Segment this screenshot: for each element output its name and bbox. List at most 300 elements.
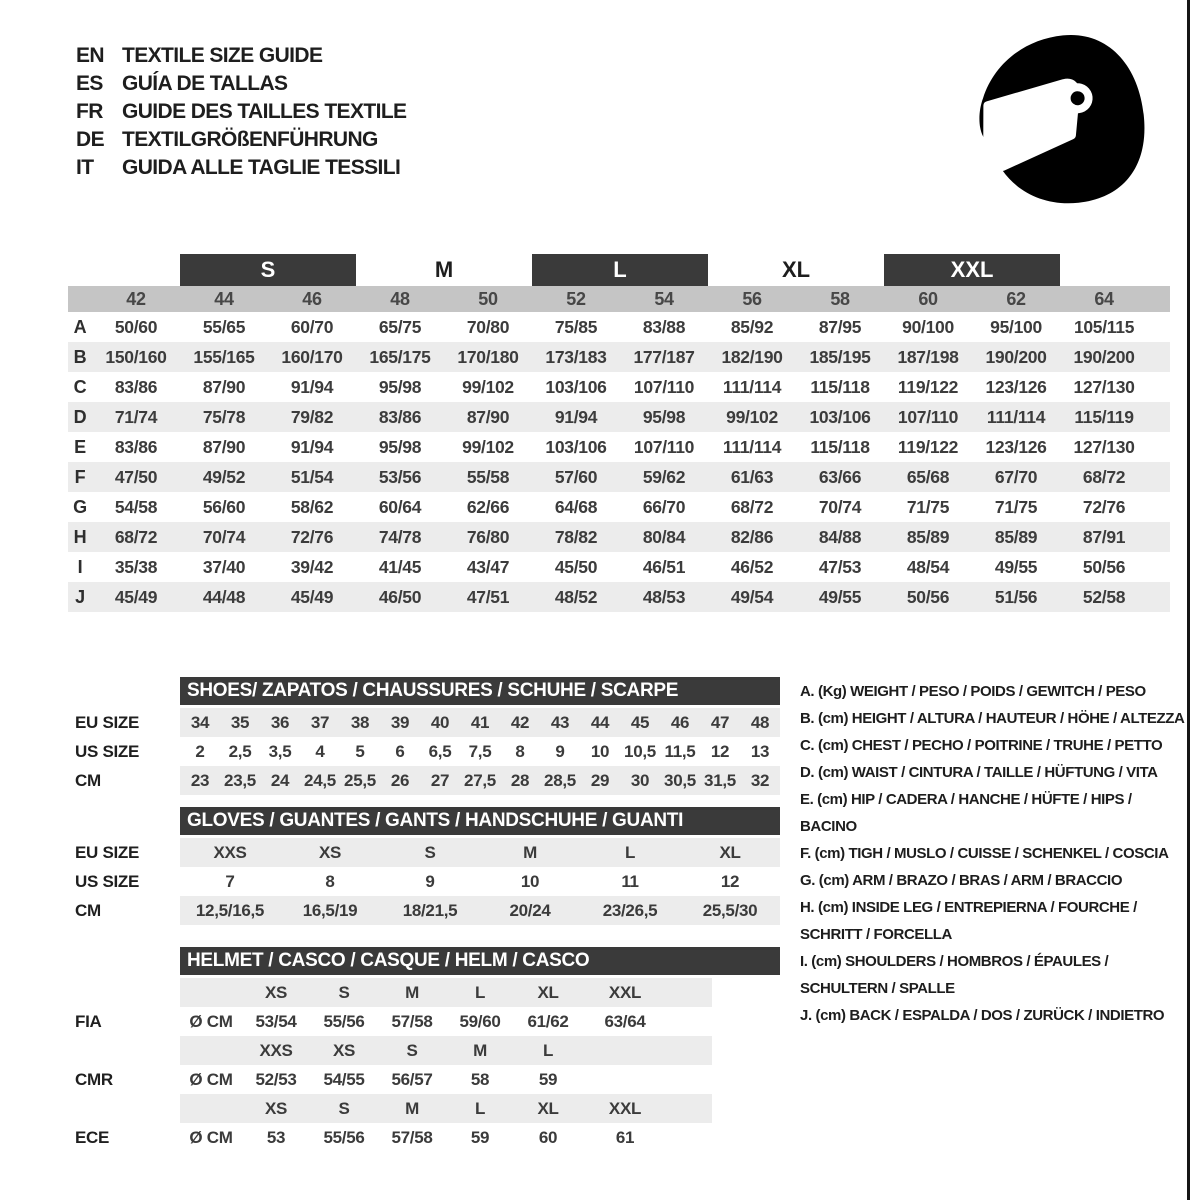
spacer-cell bbox=[1148, 312, 1170, 342]
measurement-value: 95/98 bbox=[378, 376, 422, 397]
row-letter: H bbox=[73, 526, 87, 547]
measurement-value: 50/56 bbox=[906, 586, 950, 607]
spacer-cell bbox=[1148, 402, 1170, 432]
textile-size-grid bbox=[68, 253, 1170, 612]
measurement-row bbox=[68, 462, 1170, 492]
size-value: L bbox=[580, 838, 680, 867]
size-value: 53 bbox=[266, 1127, 286, 1147]
numeric-size: 50 bbox=[478, 288, 498, 309]
size-value: Ø CM bbox=[189, 1069, 233, 1089]
size-value: 30 bbox=[620, 766, 660, 795]
spacer-cell bbox=[1148, 286, 1170, 312]
measurement-value: 45/49 bbox=[114, 586, 158, 607]
size-value: 46 bbox=[660, 708, 700, 737]
measurement-value: 160/170 bbox=[281, 346, 343, 367]
measurement-value: 103/106 bbox=[545, 376, 607, 397]
corner-cell bbox=[68, 253, 92, 286]
legend-item: I. (cm) SHOULDERS / HOMBROS / ÉPAULES / SCHULTERN / SPALLE bbox=[800, 953, 1109, 997]
measurement-value: 95/100 bbox=[990, 316, 1042, 337]
measurement-value: 173/183 bbox=[545, 346, 607, 367]
measurement-legend bbox=[800, 678, 1192, 1029]
size-value: 23 bbox=[180, 766, 220, 795]
size-value: XXL bbox=[582, 978, 668, 1007]
measurement-value: 55/65 bbox=[202, 316, 246, 337]
measurement-value: 91/94 bbox=[290, 436, 334, 457]
row-label bbox=[68, 978, 180, 1007]
measurement-value: 115/119 bbox=[1074, 406, 1134, 427]
row-letter: F bbox=[74, 466, 86, 487]
size-value: M bbox=[480, 838, 580, 867]
size-value: 29 bbox=[580, 766, 620, 795]
size-value: 43 bbox=[540, 708, 580, 737]
measurement-value: 51/56 bbox=[994, 586, 1038, 607]
size-value: 59/60 bbox=[459, 1011, 501, 1031]
measurement-value: 49/54 bbox=[730, 586, 774, 607]
measurement-value: 127/130 bbox=[1073, 376, 1135, 397]
size-value: 55/56 bbox=[323, 1011, 365, 1031]
size-value: 55/56 bbox=[323, 1127, 365, 1147]
spacer-cell bbox=[1148, 432, 1170, 462]
measurement-value: 103/106 bbox=[545, 436, 607, 457]
size-value: 52/53 bbox=[255, 1069, 297, 1089]
size-value: 54/55 bbox=[323, 1069, 365, 1089]
size-value: 11 bbox=[621, 871, 639, 891]
size-value: 53/54 bbox=[255, 1011, 297, 1031]
measurement-value: 119/122 bbox=[897, 376, 959, 397]
size-value: 34 bbox=[180, 708, 220, 737]
measurement-value: 115/118 bbox=[810, 376, 870, 397]
helmet-icon bbox=[976, 32, 1148, 208]
measurement-value: 44/48 bbox=[202, 586, 246, 607]
textile-size-table bbox=[68, 253, 1170, 612]
size-value: XL bbox=[514, 978, 582, 1007]
measurement-value: 74/78 bbox=[378, 526, 422, 547]
measurement-value: 48/54 bbox=[906, 556, 950, 577]
size-value: XL bbox=[514, 1094, 582, 1123]
size-group-row bbox=[68, 253, 1170, 286]
measurement-value: 123/126 bbox=[985, 436, 1047, 457]
size-group-label: XL bbox=[781, 256, 811, 282]
size-group-label: S bbox=[180, 254, 356, 286]
gloves-size-table bbox=[68, 807, 780, 925]
shoes-table-header: SHOES/ ZAPATOS / CHAUSSURES / SCHUHE / SCARPE bbox=[180, 677, 780, 705]
row-letter: D bbox=[73, 406, 87, 427]
numeric-size: 44 bbox=[214, 288, 234, 309]
measurement-value: 75/78 bbox=[202, 406, 246, 427]
row-label: US SIZE bbox=[75, 871, 140, 891]
measurement-value: 70/74 bbox=[202, 526, 246, 547]
measurement-value: 150/160 bbox=[105, 346, 167, 367]
measurement-value: 64/68 bbox=[554, 496, 598, 517]
size-value: 8 bbox=[325, 871, 335, 891]
measurement-value: 55/58 bbox=[466, 466, 510, 487]
size-value: 27,5 bbox=[460, 766, 500, 795]
size-value: 5 bbox=[355, 741, 365, 761]
language-row bbox=[76, 126, 406, 154]
size-value: M bbox=[378, 978, 446, 1007]
size-group-cell bbox=[884, 253, 1060, 286]
helmet-table-header: HELMET / CASCO / CASQUE / HELM / CASCO bbox=[180, 947, 780, 975]
measurement-value: 70/74 bbox=[818, 496, 862, 517]
table-row bbox=[68, 1123, 712, 1152]
row-label: FIA bbox=[75, 1011, 102, 1031]
size-value: 57/58 bbox=[391, 1127, 433, 1147]
table-row bbox=[68, 708, 780, 737]
measurement-value: 83/88 bbox=[642, 316, 686, 337]
measurement-value: 53/56 bbox=[378, 466, 422, 487]
size-value: Ø CM bbox=[189, 1011, 233, 1031]
legend-item: B. (cm) HEIGHT / ALTURA / HAUTEUR / HÖHE / ALTEZZA bbox=[800, 710, 1185, 727]
measurement-value: 103/106 bbox=[809, 406, 871, 427]
size-value: L bbox=[446, 1094, 514, 1123]
measurement-value: 46/52 bbox=[730, 556, 774, 577]
measurement-value: 58/62 bbox=[290, 496, 334, 517]
size-value: 63/64 bbox=[604, 1011, 646, 1031]
row-letter: I bbox=[77, 556, 83, 577]
language-title: TEXTILE SIZE GUIDE bbox=[122, 44, 323, 67]
size-value: 9 bbox=[555, 741, 565, 761]
measurement-value: 75/85 bbox=[554, 316, 598, 337]
size-value: 8 bbox=[515, 741, 525, 761]
measurement-value: 83/86 bbox=[114, 436, 158, 457]
size-value: 6,5 bbox=[428, 741, 452, 761]
measurement-row bbox=[68, 582, 1170, 612]
measurement-value: 70/80 bbox=[466, 316, 510, 337]
legend-item: F. (cm) TIGH / MUSLO / CUISSE / SCHENKEL / COSCIA bbox=[800, 845, 1169, 862]
spacer-cell bbox=[1060, 253, 1148, 286]
measurement-value: 41/45 bbox=[378, 556, 422, 577]
measurement-value: 123/126 bbox=[985, 376, 1047, 397]
legend-item: G. (cm) ARM / BRAZO / BRAS / ARM / BRACCIO bbox=[800, 872, 1123, 889]
language-title-list bbox=[76, 42, 406, 182]
numeric-size: 64 bbox=[1094, 288, 1114, 309]
legend-item: H. (cm) INSIDE LEG / ENTREPIERNA / FOURCHE / SCHRITT / FORCELLA bbox=[800, 899, 1137, 943]
measurement-row bbox=[68, 312, 1170, 342]
measurement-value: 107/110 bbox=[897, 406, 959, 427]
numeric-size: 60 bbox=[918, 288, 938, 309]
numeric-size-row bbox=[68, 286, 1170, 312]
size-group-cell bbox=[708, 253, 884, 286]
size-value: M bbox=[446, 1036, 514, 1065]
measurement-value: 47/53 bbox=[818, 556, 862, 577]
size-value: S bbox=[310, 978, 378, 1007]
table-row bbox=[68, 766, 780, 795]
size-value: 20/24 bbox=[480, 896, 580, 925]
size-value: 10 bbox=[590, 741, 610, 761]
table-row bbox=[68, 1065, 712, 1094]
size-value: 25,5/30 bbox=[680, 896, 780, 925]
size-value: 28 bbox=[500, 766, 540, 795]
measurement-value: 47/50 bbox=[114, 466, 158, 487]
measurement-value: 115/118 bbox=[810, 436, 870, 457]
measurement-value: 91/94 bbox=[290, 376, 334, 397]
empty-cell bbox=[582, 1065, 668, 1094]
measurement-value: 56/60 bbox=[202, 496, 246, 517]
measurement-value: 182/190 bbox=[721, 346, 783, 367]
measurement-value: 87/91 bbox=[1082, 526, 1126, 547]
measurement-value: 127/130 bbox=[1073, 436, 1135, 457]
numeric-size: 58 bbox=[830, 288, 850, 309]
row-letter: B bbox=[73, 346, 87, 367]
size-value: 24 bbox=[260, 766, 300, 795]
measurement-value: 190/200 bbox=[1073, 346, 1135, 367]
language-title: GUIDE DES TAILLES TEXTILE bbox=[122, 100, 407, 123]
measurement-value: 49/52 bbox=[202, 466, 246, 487]
size-value bbox=[180, 1036, 242, 1065]
numeric-size: 56 bbox=[742, 288, 762, 309]
empty-cell bbox=[668, 1036, 712, 1065]
size-value: 31,5 bbox=[700, 766, 740, 795]
measurement-value: 83/86 bbox=[114, 376, 158, 397]
size-value: 41 bbox=[460, 708, 500, 737]
language-title: GUÍA DE TALLAS bbox=[122, 72, 288, 95]
measurement-value: 85/89 bbox=[994, 526, 1038, 547]
numeric-size: 46 bbox=[302, 288, 322, 309]
row-label: CMR bbox=[75, 1069, 113, 1089]
language-code: IT bbox=[76, 156, 94, 179]
size-group-label: L bbox=[532, 254, 708, 286]
size-value: 58 bbox=[470, 1069, 490, 1089]
measurement-value: 39/42 bbox=[290, 556, 334, 577]
size-value: 38 bbox=[340, 708, 380, 737]
size-value: 28,5 bbox=[540, 766, 580, 795]
language-code: DE bbox=[76, 128, 104, 151]
measurement-value: 87/90 bbox=[202, 436, 246, 457]
size-value: 10 bbox=[520, 871, 540, 891]
measurement-value: 62/66 bbox=[466, 496, 510, 517]
measurement-row bbox=[68, 552, 1170, 582]
measurement-value: 84/88 bbox=[818, 526, 862, 547]
numeric-size: 42 bbox=[126, 288, 146, 309]
measurement-value: 61/63 bbox=[730, 466, 774, 487]
legend-item: C. (cm) CHEST / PECHO / POITRINE / TRUHE / PETTO bbox=[800, 737, 1163, 754]
numeric-size: 62 bbox=[1006, 288, 1026, 309]
size-value: 47 bbox=[700, 708, 740, 737]
table-row bbox=[68, 978, 712, 1007]
size-value: XXS bbox=[242, 1036, 310, 1065]
size-value: 11,5 bbox=[664, 741, 696, 761]
size-value: 37 bbox=[300, 708, 340, 737]
measurement-value: 46/51 bbox=[642, 556, 686, 577]
size-value: 30,5 bbox=[660, 766, 700, 795]
measurement-value: 190/200 bbox=[985, 346, 1047, 367]
shoes-table-grid bbox=[68, 708, 780, 795]
measurement-value: 49/55 bbox=[818, 586, 862, 607]
size-value: 39 bbox=[380, 708, 420, 737]
measurement-value: 45/49 bbox=[290, 586, 334, 607]
row-label bbox=[68, 1036, 180, 1065]
size-value: 18/21,5 bbox=[380, 896, 480, 925]
measurement-value: 155/165 bbox=[193, 346, 255, 367]
size-value: XS bbox=[242, 978, 310, 1007]
measurement-value: 65/75 bbox=[378, 316, 422, 337]
row-letter: G bbox=[73, 496, 87, 517]
size-value: 10,5 bbox=[624, 741, 656, 761]
language-row bbox=[76, 42, 406, 70]
measurement-value: 95/98 bbox=[642, 406, 686, 427]
language-row bbox=[76, 154, 406, 182]
measurement-value: 57/60 bbox=[554, 466, 598, 487]
measurement-value: 107/110 bbox=[633, 436, 695, 457]
spacer-cell bbox=[1148, 462, 1170, 492]
measurement-value: 48/52 bbox=[554, 586, 598, 607]
empty-cell bbox=[668, 1094, 712, 1123]
spacer-cell bbox=[1148, 492, 1170, 522]
size-group-cell bbox=[532, 253, 708, 286]
size-value: 26 bbox=[380, 766, 420, 795]
measurement-row bbox=[68, 492, 1170, 522]
measurement-value: 46/50 bbox=[378, 586, 422, 607]
language-code: FR bbox=[76, 100, 103, 123]
size-value: 59 bbox=[470, 1127, 490, 1147]
measurement-value: 111/114 bbox=[986, 406, 1046, 427]
spacer-cell bbox=[1148, 522, 1170, 552]
table-row bbox=[68, 896, 780, 925]
gloves-table-header: GLOVES / GUANTES / GANTS / HANDSCHUHE / GUANTI bbox=[180, 807, 780, 835]
size-value: Ø CM bbox=[189, 1127, 233, 1147]
numeric-size: 54 bbox=[654, 288, 674, 309]
measurement-value: 43/47 bbox=[466, 556, 510, 577]
measurement-value: 47/51 bbox=[466, 586, 510, 607]
page-edge-line bbox=[1187, 0, 1190, 1200]
size-value: 12 bbox=[710, 741, 730, 761]
language-row bbox=[76, 98, 406, 126]
size-value: 3,5 bbox=[268, 741, 292, 761]
measurement-value: 76/80 bbox=[466, 526, 510, 547]
measurement-value: 80/84 bbox=[642, 526, 686, 547]
shoes-size-table bbox=[68, 677, 780, 795]
legend-item: A. (Kg) WEIGHT / PESO / POIDS / GEWITCH / PESO bbox=[800, 683, 1146, 700]
empty-cell bbox=[582, 1036, 668, 1065]
measurement-value: 87/90 bbox=[466, 406, 510, 427]
size-value: 27 bbox=[420, 766, 460, 795]
size-value bbox=[180, 1094, 242, 1123]
measurement-value: 48/53 bbox=[642, 586, 686, 607]
measurement-row bbox=[68, 342, 1170, 372]
size-group-label: XXL bbox=[884, 254, 1060, 286]
measurement-value: 63/66 bbox=[818, 466, 862, 487]
row-letter: A bbox=[73, 316, 87, 337]
size-value: 13 bbox=[750, 741, 770, 761]
table-row bbox=[68, 737, 780, 766]
measurement-value: 87/90 bbox=[202, 376, 246, 397]
helmet-size-table bbox=[68, 947, 780, 1152]
measurement-value: 50/56 bbox=[1082, 556, 1126, 577]
numeric-size: 48 bbox=[390, 288, 410, 309]
measurement-row bbox=[68, 372, 1170, 402]
size-value: 44 bbox=[580, 708, 620, 737]
helmet-table-grid bbox=[68, 978, 712, 1152]
size-value: 36 bbox=[260, 708, 300, 737]
measurement-value: 37/40 bbox=[202, 556, 246, 577]
empty-cell bbox=[668, 1007, 712, 1036]
measurement-value: 99/102 bbox=[726, 406, 778, 427]
measurement-value: 67/70 bbox=[994, 466, 1038, 487]
measurement-value: 107/110 bbox=[633, 376, 695, 397]
size-value: S bbox=[310, 1094, 378, 1123]
measurement-value: 99/102 bbox=[462, 436, 514, 457]
row-letter: J bbox=[75, 586, 85, 607]
size-value: 9 bbox=[425, 871, 435, 891]
size-value: XS bbox=[242, 1094, 310, 1123]
size-value: XS bbox=[280, 838, 380, 867]
measurement-value: 185/195 bbox=[809, 346, 871, 367]
spacer-cell bbox=[1148, 253, 1170, 286]
measurement-value: 90/100 bbox=[902, 316, 954, 337]
language-code: ES bbox=[76, 72, 103, 95]
spacer-cell bbox=[1148, 342, 1170, 372]
size-value: 56/57 bbox=[391, 1069, 433, 1089]
measurement-value: 71/75 bbox=[994, 496, 1038, 517]
size-value: 57/58 bbox=[391, 1011, 433, 1031]
measurement-value: 59/62 bbox=[642, 466, 686, 487]
size-value: 2,5 bbox=[228, 741, 252, 761]
language-code: EN bbox=[76, 44, 104, 67]
size-value: 7 bbox=[225, 871, 235, 891]
empty-cell bbox=[668, 1065, 712, 1094]
size-value: 16,5/19 bbox=[280, 896, 380, 925]
spacer-cell bbox=[92, 253, 180, 286]
size-value: 45 bbox=[620, 708, 660, 737]
measurement-value: 71/75 bbox=[906, 496, 950, 517]
row-label: CM bbox=[75, 900, 101, 920]
measurement-value: 49/55 bbox=[994, 556, 1038, 577]
size-value bbox=[180, 978, 242, 1007]
table-row bbox=[68, 1036, 712, 1065]
size-value: XS bbox=[310, 1036, 378, 1065]
spacer-cell bbox=[68, 286, 92, 312]
measurement-value: 165/175 bbox=[369, 346, 431, 367]
measurement-value: 66/70 bbox=[642, 496, 686, 517]
row-label: ECE bbox=[75, 1127, 110, 1147]
size-value: S bbox=[378, 1036, 446, 1065]
measurement-value: 85/89 bbox=[906, 526, 950, 547]
measurement-value: 111/114 bbox=[722, 376, 782, 397]
size-group-cell bbox=[356, 253, 532, 286]
measurement-value: 99/102 bbox=[462, 376, 514, 397]
measurement-value: 72/76 bbox=[290, 526, 334, 547]
size-value: 12,5/16,5 bbox=[180, 896, 280, 925]
table-row bbox=[68, 867, 780, 896]
size-value: 25,5 bbox=[340, 766, 380, 795]
size-value: XXL bbox=[582, 1094, 668, 1123]
measurement-value: 71/74 bbox=[114, 406, 158, 427]
row-letter: C bbox=[73, 376, 87, 397]
size-group-label: M bbox=[434, 256, 454, 282]
size-value: 12 bbox=[720, 871, 740, 891]
measurement-row bbox=[68, 402, 1170, 432]
row-label: EU SIZE bbox=[75, 712, 140, 732]
measurement-value: 78/82 bbox=[554, 526, 598, 547]
measurement-value: 68/72 bbox=[1082, 466, 1126, 487]
size-value: 6 bbox=[395, 741, 405, 761]
size-group-cell bbox=[180, 253, 356, 286]
size-value: 4 bbox=[315, 741, 325, 761]
measurement-value: 111/114 bbox=[722, 436, 782, 457]
measurement-value: 50/60 bbox=[114, 316, 158, 337]
size-value: 61 bbox=[615, 1127, 635, 1147]
size-value: 42 bbox=[500, 708, 540, 737]
measurement-value: 95/98 bbox=[378, 436, 422, 457]
measurement-value: 119/122 bbox=[897, 436, 959, 457]
size-value: 60 bbox=[538, 1127, 558, 1147]
measurement-value: 82/86 bbox=[730, 526, 774, 547]
size-value: 23,5 bbox=[220, 766, 260, 795]
numeric-size: 52 bbox=[566, 288, 586, 309]
measurement-value: 68/72 bbox=[730, 496, 774, 517]
size-value: 24,5 bbox=[300, 766, 340, 795]
measurement-value: 51/54 bbox=[290, 466, 334, 487]
